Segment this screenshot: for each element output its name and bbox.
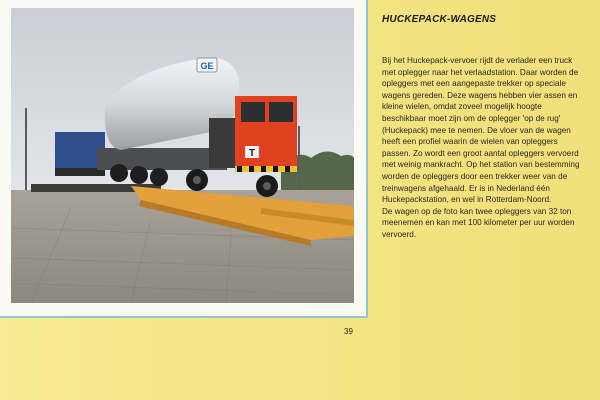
tanker-logo: GE (200, 61, 214, 71)
huckepack-photo (11, 8, 354, 303)
article-body (382, 55, 582, 241)
article-paragraph: Bij het Huckepack-vervoer rijdt de verlader een truck met oplegger naar het verlaadstation. Daar worden de opleggers met een aangepaste trekker op speciale wagens gereden. Deze wagens hebben vier assen en kleine wielen, omdat zoveel mogelijk hoogte beschikbaar moet zijn om de oplegger 'op de rug' (Huckepack) mee te nemen. De vloer van de wagen heeft een profiel waarin de wielen van opleggers passen. Zo wordt een groot aantal opleggers vervoerd met weinig mankracht. Op het station van bestemming worden de opleggers door een trekker weer van de treinwagens afgehaald. Er is in Nederland één Huckepackstation, en wel in Rotterdam-Noord. (382, 56, 580, 205)
cab-window (241, 102, 265, 122)
cab-window (269, 102, 293, 122)
photo-frame (0, 0, 368, 318)
light-pole (298, 126, 300, 191)
wheel (150, 168, 168, 186)
article-paragraph: De wagen op de foto kan twee opleggers van 32 ton meenemen en kan met 100 kilometer per uur worden vervoerd. (382, 206, 575, 239)
page-number: 39 (344, 327, 353, 336)
tractor-badge: T (248, 148, 256, 159)
wheel (130, 166, 148, 184)
wheel (110, 164, 128, 182)
light-pole (25, 108, 27, 193)
article-title: HUCKEPACK-WAGENS (382, 14, 497, 25)
